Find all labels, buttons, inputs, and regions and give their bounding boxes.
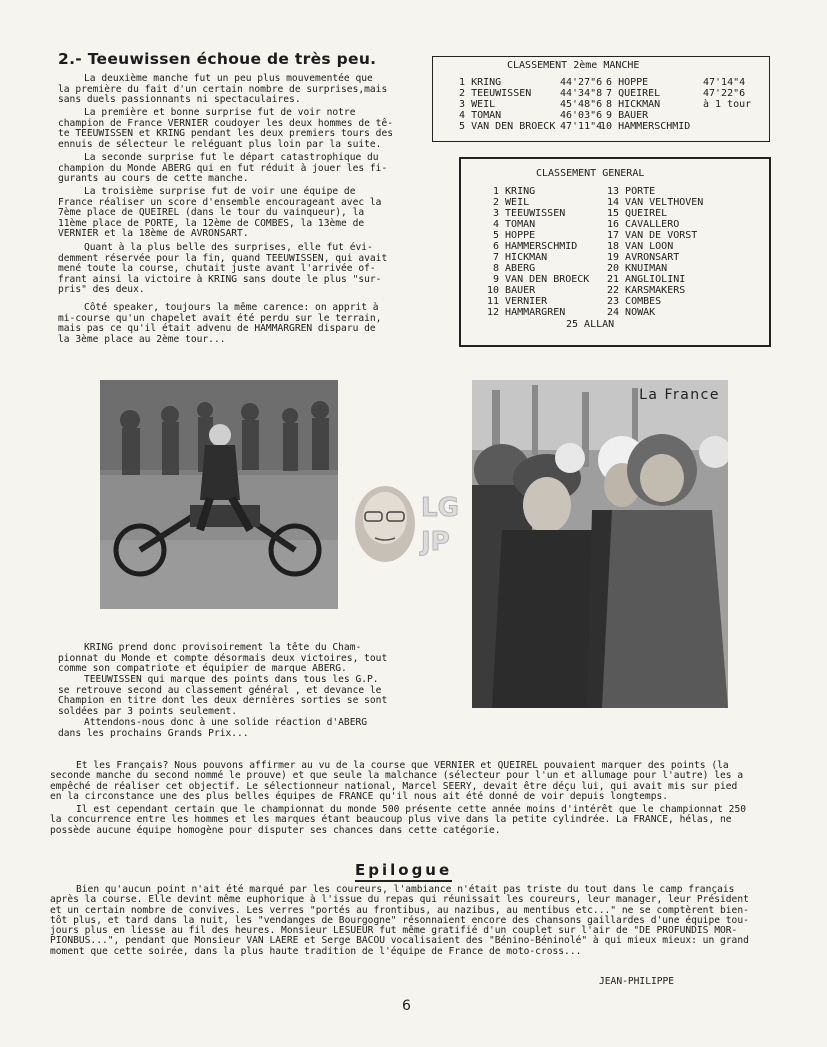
francais-paragraph-1: Et les Français? Nous pouvons affirmer au vu de la course que VERNIER et QUEIREL pouvaient marquer des points (la seconde manche du second nommé le prouve) et que seule la malchance (sélecteur pour l'un et allumage pour l'autre) les a empêché de réaliser cet objectif. Le sélectionneur national, Marcel SEERY, devait être déçu lui, qui avait mis sur pied en la circonstance une des plus belles équipes de FRANCE qu'il nous ait été donné de voir depuis longtemps. — [50, 760, 744, 802]
general-row: 14 VAN VELTHOVEN — [607, 197, 704, 208]
manche-row: 10 HAMMERSCHMID — [600, 121, 691, 132]
manche-row: 9 BAUER — [606, 110, 649, 121]
general-row: 9 VAN DEN BROECK — [493, 274, 590, 285]
logo-face-image — [347, 478, 475, 568]
general-row: 18 VAN LOON — [607, 241, 674, 252]
general-row: 10 BAUER — [487, 285, 536, 296]
epilogue-title: Epilogue — [355, 861, 452, 882]
manche-time: à 1 tour — [703, 99, 752, 110]
manche-row: 7 QUEIREL — [606, 88, 661, 99]
motocross-rider-image — [100, 380, 338, 609]
epilogue-text: Bien qu'aucun point n'ait été marqué par les coureurs, l'ambiance n'était pas triste du tout dans le camp français après la course. Elle devint même euphorique à l'issue du repas qui réunissait les coureurs, leur manager, leur Président et un certain nombre de convives. Les verres "portés au frontibus, au nazibus, au mentibus etc..." ne se comptèrent bien- tôt plus, et tard dans la nuit, les "vendanges de Bourgogne" résonnaient encore des chansons gaillardes d'une équipe tou- jours plus en liesse au fil des heures. Monsieur LESUEUR fut même gratifié d'un couplet sur l'air de "DE PROFUNDIS MOR- PIONBUS...", pendant que Monsieur VAN LAERE et Serge BACOU vocalisaient des "Bénino-Béninolé" à qui mieux mieux: un grand moment que cette soirée, dans la plus haute tradition de l'équipe de France de moto-cross... — [50, 884, 749, 957]
classement-manche-title: CLASSEMENT 2ème MANCHE — [507, 60, 640, 71]
general-row: 15 QUEIREL — [607, 208, 668, 219]
general-row: 12 HAMMARGREN — [487, 307, 566, 318]
caption-paragraph-2: TEEUWISSEN qui marque des points dans tous les G.P. se retrouve second au classement général , et devance le Champion en titre dont les deux dernières sorties se sont soldées par 3 points seulement. — [58, 674, 388, 717]
manche-time: 46'03"6 — [560, 110, 603, 121]
general-row: 2 WEIL — [493, 197, 530, 208]
manche-row: 4 TOMAN — [459, 110, 502, 121]
article-paragraph-1: La deuxième manche fut un peu plus mouvementée que la première du fait d'un certain nombre de surprises,mais sans duels passionnants ni spectaculaires. — [58, 73, 388, 105]
manche-row: 2 TEEUWISSEN — [459, 88, 532, 99]
general-row: 7 HICKMAN — [493, 252, 548, 263]
article-paragraph-6: Côté speaker, toujours la même carence: on apprit à mi-course qu'un chapelet avait été perdu sur le terrain, mais pas ce qu'il était advenu de HAMMARGREN disparu de la 3ème place au 2ème tour... — [58, 302, 382, 345]
logo-text-lg: LG — [421, 493, 459, 523]
article-paragraph-2: La première et bonne surprise fut de voir notre champion de France VERNIER coudoyer les deux hommes de tê- te TEEUWISSEN et KRING pendant les deux premiers tours des ennuis de sélecteur le reléguant plus loin par la suite. — [58, 107, 394, 150]
caption-paragraph-1: KRING prend donc provisoirement la tête du Cham- pionnat du Monde et compte désormais deux victoires, tout comme son compatriote et équipier de marque ABERG. — [58, 642, 388, 674]
francais-paragraph-2: Il est cependant certain que le championnat du monde 500 présente cette année moins d'intérêt que le championnat 250 la concurrence entre les hommes et les marques étant beaucoup plus vive dans la petite cylindrée. La FRANCE, hélas, ne possède aucune équipe homogène pour disputer ses chances dans cette catégorie. — [50, 804, 747, 836]
article-paragraph-3: La seconde surprise fut le départ catastrophique du champion du Monde ABERG qui en fut réduit à jouer les fi- gurants au cours de cette manche. — [58, 152, 388, 184]
lg-jp-logo — [347, 478, 475, 568]
caption-paragraph-3: Attendons-nous donc à une solide réaction d'ABERG dans les prochains Grands Prix... — [58, 717, 368, 739]
manche-time: 47'14"4 — [703, 77, 746, 88]
classement-general-box — [459, 157, 771, 347]
signature: JEAN-PHILIPPE — [599, 976, 675, 987]
manche-row: 5 VAN DEN BROECK — [459, 121, 556, 132]
logo-text-jp: JP — [421, 527, 450, 557]
general-row: 17 VAN DE VORST — [607, 230, 698, 241]
general-row: 11 VERNIER — [487, 296, 548, 307]
general-row: 4 TOMAN — [493, 219, 536, 230]
general-row: 22 KARSMAKERS — [607, 285, 686, 296]
general-row: 24 NOWAK — [607, 307, 656, 318]
team-france-photo — [472, 380, 728, 708]
general-row: 19 AVRONSART — [607, 252, 680, 263]
team-riders-image — [472, 380, 728, 708]
manche-time: 47'11"4 — [560, 121, 603, 132]
general-row: 5 HOPPE — [493, 230, 536, 241]
motocross-photo — [100, 380, 338, 609]
article-paragraph-4: La troisième surprise fut de voir une équipe de France réaliser un score d'ensemble encourageant avec la 7ème place de QUEIREL (dans le tour du vainqueur), la 11ème place de PORTE, la 12ème de COMBES, la 13ème de VERNIER et la 18ème de AVRONSART. — [58, 186, 382, 239]
article-title: 2.- Teeuwissen échoue de très peu. — [58, 50, 377, 68]
manche-time: 45'48"6 — [560, 99, 603, 110]
general-row: 20 KNUIMAN — [607, 263, 668, 274]
photo-caption-la-france: La France — [639, 387, 720, 403]
manche-row: 6 HOPPE — [606, 77, 649, 88]
general-row: 3 TEEUWISSEN — [493, 208, 566, 219]
general-row: 23 COMBES — [607, 296, 662, 307]
general-row: 1 KRING — [493, 186, 536, 197]
article-paragraph-5: Quant à la plus belle des surprises, elle fut évi- demment réservée pour la fin, quand TEEUWISSEN, qui avait mené toute la course, chutait juste avant l'arrivée of- frant ainsi la victoire à KRING sans doute le plus "sur- pris" des deux. — [58, 242, 388, 295]
general-row: 6 HAMMERSCHMID — [493, 241, 578, 252]
general-row: 8 ABERG — [493, 263, 536, 274]
general-row: 16 CAVALLERO — [607, 219, 680, 230]
page-number: 6 — [402, 998, 411, 1014]
general-row: 21 ANGLIOLINI — [607, 274, 686, 285]
general-row: 13 PORTE — [607, 186, 656, 197]
classement-manche-box — [432, 56, 770, 142]
manche-time: 44'34"8 — [560, 88, 603, 99]
manche-time: 44'27"6 — [560, 77, 603, 88]
manche-time: 47'22"6 — [703, 88, 746, 99]
manche-row: 3 WEIL — [459, 99, 496, 110]
manche-row: 1 KRING — [459, 77, 502, 88]
general-row: 25 ALLAN — [566, 319, 615, 330]
classement-general-title: CLASSEMENT GENERAL — [536, 168, 645, 179]
manche-row: 8 HICKMAN — [606, 99, 661, 110]
